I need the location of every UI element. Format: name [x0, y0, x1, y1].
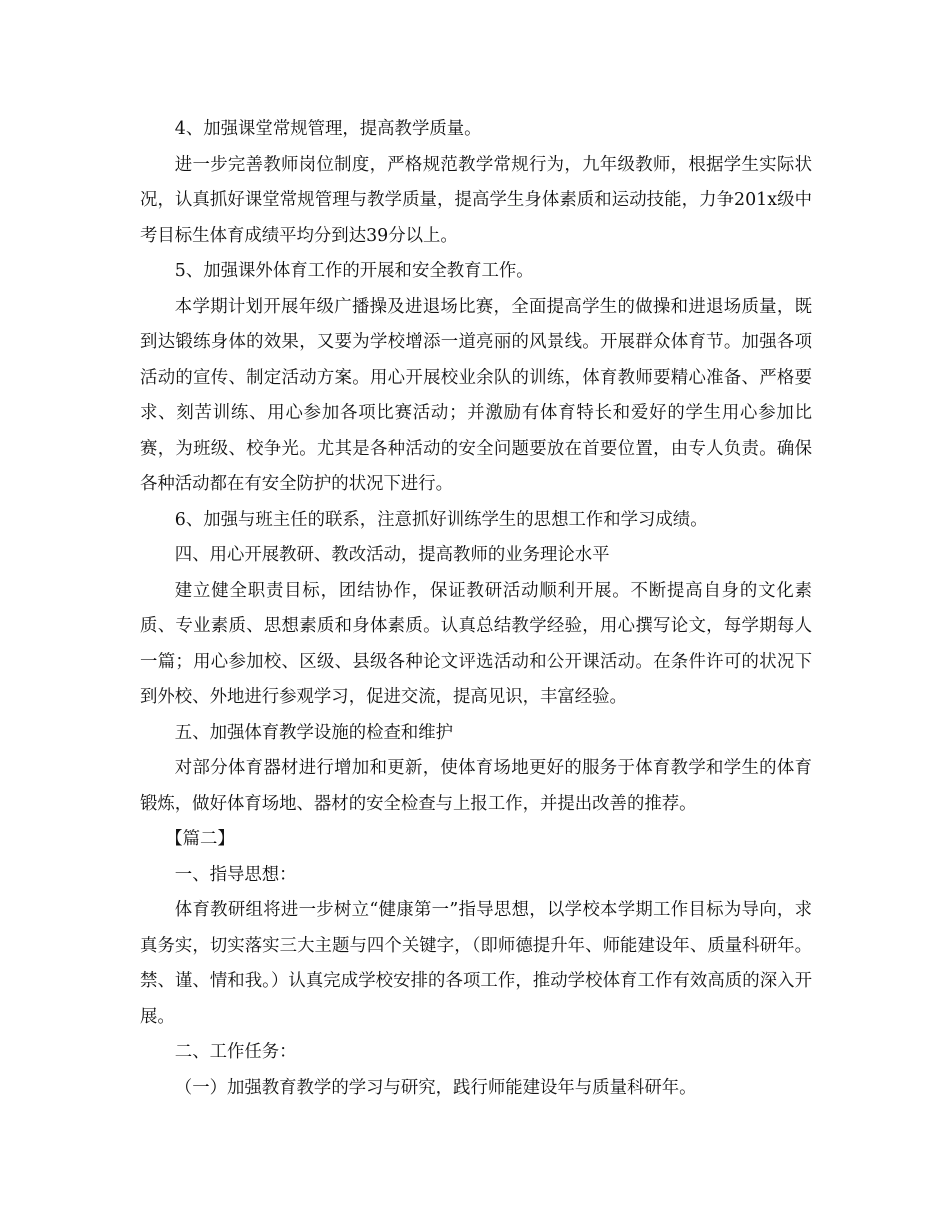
section-heading-work-tasks: 二、工作任务：: [174, 1042, 297, 1062]
paragraph-extracurricular-sports: 本学期计划开展年级广播操及进退场比赛，全面提高学生的做操和进退场质量，既到达锻练身体的效果，又要为学校增添一道亮丽的风景线。开展群众体育节。加强各项活动的宣传、制定活动方案。用心开展校业余队的训练，体育教师要精心准备、严格要求、刻苦训练、用心参加各项比赛活动；并激励有体育特长和爱好的学生用心参加比赛，为班级、校争光。尤其是各种活动的安全问题要放在首要位置，由专人负责。确保各种活动都在有安全防护的状况下进行。: [140, 296, 812, 494]
subsection-heading-one: （一）加强教育教学的学习与研究，践行师能建设年与质量科研年。: [174, 1077, 697, 1098]
section-heading-4: 4、加强课堂常规管理，提高教学质量。: [174, 119, 482, 139]
section-heading-guiding-thought: 一、指导思想：: [174, 864, 297, 885]
section-heading-6: 6、加强与班主任的联系，注意抓好训练学生的思想工作和学习成绩。: [174, 509, 708, 530]
paragraph-teaching-research: 建立健全职责目标，团结协作，保证教研活动顺利开展。不断提高自身的文化素质、专业素质、思想素质和身体素质。认真总结教学经验，用心撰写论文，每学期每人一篇；用心参加校、区级、县级各种论文评选活动和公开课活动。在条件许可的状况下到外校、外地进行参观学习，促进交流，提高见识，丰富经验。: [140, 580, 812, 707]
section-heading-five: 五、加强体育教学设施的检查和维护: [174, 722, 454, 743]
document-body: [140, 112, 812, 1106]
part-two-heading: 【篇二】: [165, 829, 235, 849]
section-heading-5: 5、加强课外体育工作的开展和安全教育工作。: [174, 261, 534, 281]
paragraph-facilities-maintenance: 对部分体育器材进行增加和更新，使体育场地更好的服务于体育教学和学生的体育锻炼，做好体育场地、器材的安全检查与上报工作，并提出改善的推荐。: [140, 758, 812, 814]
section-heading-four: 四、用心开展教研、教改活动，提高教师的业务理论水平: [174, 545, 610, 565]
paragraph-guiding-thought: 体育教研组将进一步树立“健康第一”指导思想，以学校本学期工作目标为导向，求真务实，切实落实三大主题与四个关键字，（即师德提升年、师能建设年、质量科研年。禁、谨、情和我。）认真完成学校安排的各项工作，推动学校体育工作有效高质的深入开展。: [140, 900, 812, 1027]
paragraph-classroom-management: 进一步完善教师岗位制度，严格规范教学常规行为，九年级教师，根据学生实际状况，认真抓好课堂常规管理与教学质量，提高学生身体素质和运动技能，力争201x级中考目标生体育成绩平均分到达39分以上。: [140, 154, 812, 246]
